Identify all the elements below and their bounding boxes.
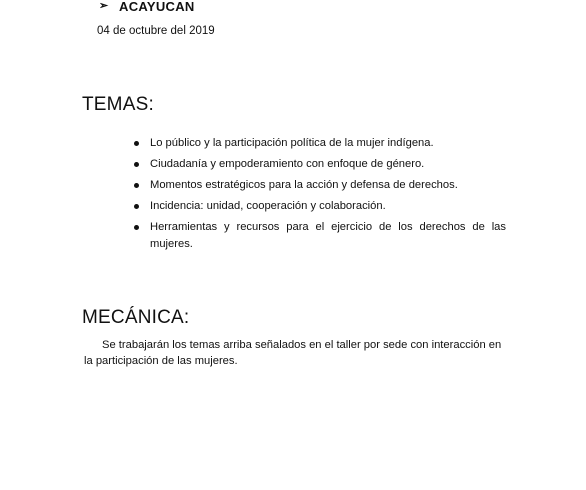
location-title: ACAYUCAN: [119, 0, 195, 14]
event-date: 04 de octubre del 2019: [97, 25, 215, 37]
list-item-text: Momentos estratégicos para la acción y defensa de derechos.: [150, 179, 458, 191]
bullet-icon: [134, 183, 139, 188]
location-header: [99, 0, 195, 14]
bullet-icon: [134, 162, 139, 167]
list-item-text: Herramientas y recursos para el ejercicio de los derechos de las mujeres.: [150, 221, 506, 250]
list-item-text: Ciudadanía y empoderamiento con enfoque de género.: [150, 158, 425, 170]
list-item: [134, 135, 506, 152]
bullet-icon: [134, 225, 139, 230]
list-item-text: Incidencia: unidad, cooperación y colaboración.: [150, 200, 386, 212]
list-item: [134, 198, 506, 215]
bullet-icon: [134, 141, 139, 146]
temas-heading: TEMAS:: [82, 94, 154, 115]
bullet-icon: [134, 204, 139, 209]
temas-list: [134, 135, 506, 257]
arrow-bullet-icon: ➢: [99, 0, 109, 12]
mecanica-heading: MECÁNICA:: [82, 307, 190, 328]
list-item: [134, 219, 506, 253]
mecanica-paragraph: Se trabajarán los temas arriba señalados en el taller por sede con interacción en la participación de las mujeres.: [84, 339, 502, 367]
list-item: [134, 156, 506, 173]
list-item-text: Lo público y la participación política de la mujer indígena.: [150, 137, 434, 149]
list-item: [134, 177, 506, 194]
